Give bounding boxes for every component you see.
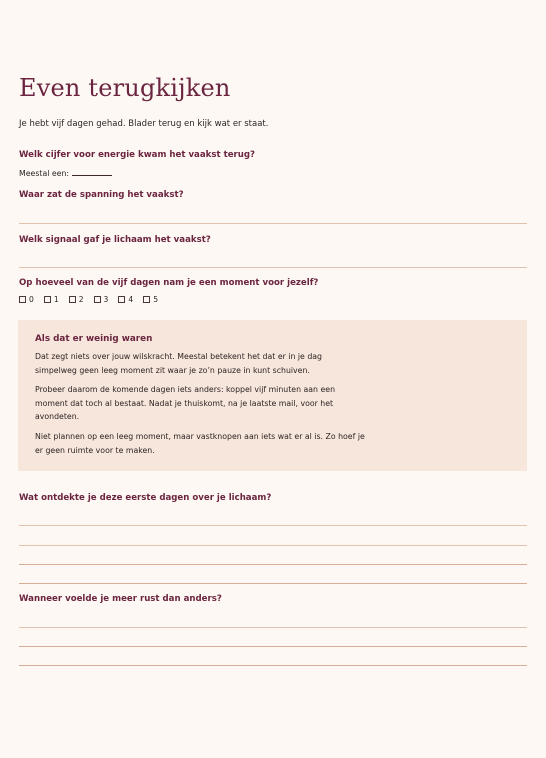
question-moments: Op hoeveel van de vijf dagen nam je een moment voor jezelf? (19, 278, 319, 288)
answer-line-signal[interactable] (19, 267, 527, 268)
page-title: Even terugkijken (19, 74, 231, 102)
callout-paragraph: Niet plannen op een leeg moment, maar vastknopen aan iets wat er al is. Zo hoef je er geen ruimte voor te maken. (35, 432, 365, 455)
question-tension: Waar zat de spanning het vaakst? (19, 190, 184, 200)
checkbox-option[interactable] (143, 295, 158, 304)
checkbox-label: 2 (78, 295, 84, 304)
checkbox-label: 3 (103, 295, 109, 304)
answer-line-rest-3[interactable] (19, 665, 527, 666)
question-signal: Welk signaal gaf je lichaam het vaakst? (19, 235, 211, 245)
energy-answer-blank[interactable] (72, 167, 112, 176)
checkbox-option[interactable] (94, 295, 109, 304)
checkbox-label: 4 (128, 295, 134, 304)
answer-line-body-1[interactable] (19, 525, 527, 526)
checkbox-icon (118, 296, 125, 303)
checkbox-label: 5 (153, 295, 159, 304)
callout-title: Als dat er weinig waren (35, 334, 153, 344)
question-energy: Welk cijfer voor energie kwam het vaakst terug? (19, 150, 256, 160)
checkbox-option[interactable] (69, 295, 84, 304)
checkbox-option[interactable] (118, 295, 133, 304)
checkbox-label: 0 (29, 295, 34, 304)
checkbox-icon (94, 296, 101, 303)
question-rest: Wanneer voelde je meer rust dan anders? (19, 594, 222, 604)
moments-checkbox-group (19, 295, 158, 304)
question-body-discovery: Wat ontdekte je deze eerste dagen over je lichaam? (19, 493, 272, 503)
answer-line-body-4[interactable] (19, 583, 527, 584)
energy-answer-label: Meestal een: (19, 169, 70, 178)
intro-text: Je hebt vijf dagen gehad. Blader terug en kijk wat er staat. (19, 119, 269, 129)
checkbox-icon (143, 296, 150, 303)
checkbox-icon (19, 296, 26, 303)
answer-line-rest-2[interactable] (19, 646, 527, 647)
checkbox-option[interactable] (44, 295, 59, 304)
checkbox-icon (69, 296, 76, 303)
answer-line-tension[interactable] (19, 223, 527, 224)
answer-line-rest-1[interactable] (19, 627, 527, 628)
callout-paragraph: Probeer daarom de komende dagen iets anders: koppel vijf minuten aan een moment dat toch al bestaat. Nadat je thuiskomt, na je laatste mail, voor het avondeten. (35, 385, 336, 421)
info-callout (18, 320, 527, 471)
checkbox-label: 1 (53, 295, 59, 304)
answer-line-body-2[interactable] (19, 545, 527, 546)
checkbox-icon (44, 296, 51, 303)
energy-answer-row (19, 167, 112, 178)
answer-line-body-3[interactable] (19, 564, 527, 565)
callout-paragraph: Dat zegt niets over jouw wilskracht. Meestal betekent het dat er in je dag simpelweg geen leeg moment zit waar je zo’n pauze in kunt schuiven. (35, 352, 322, 375)
checkbox-option[interactable] (19, 295, 34, 304)
